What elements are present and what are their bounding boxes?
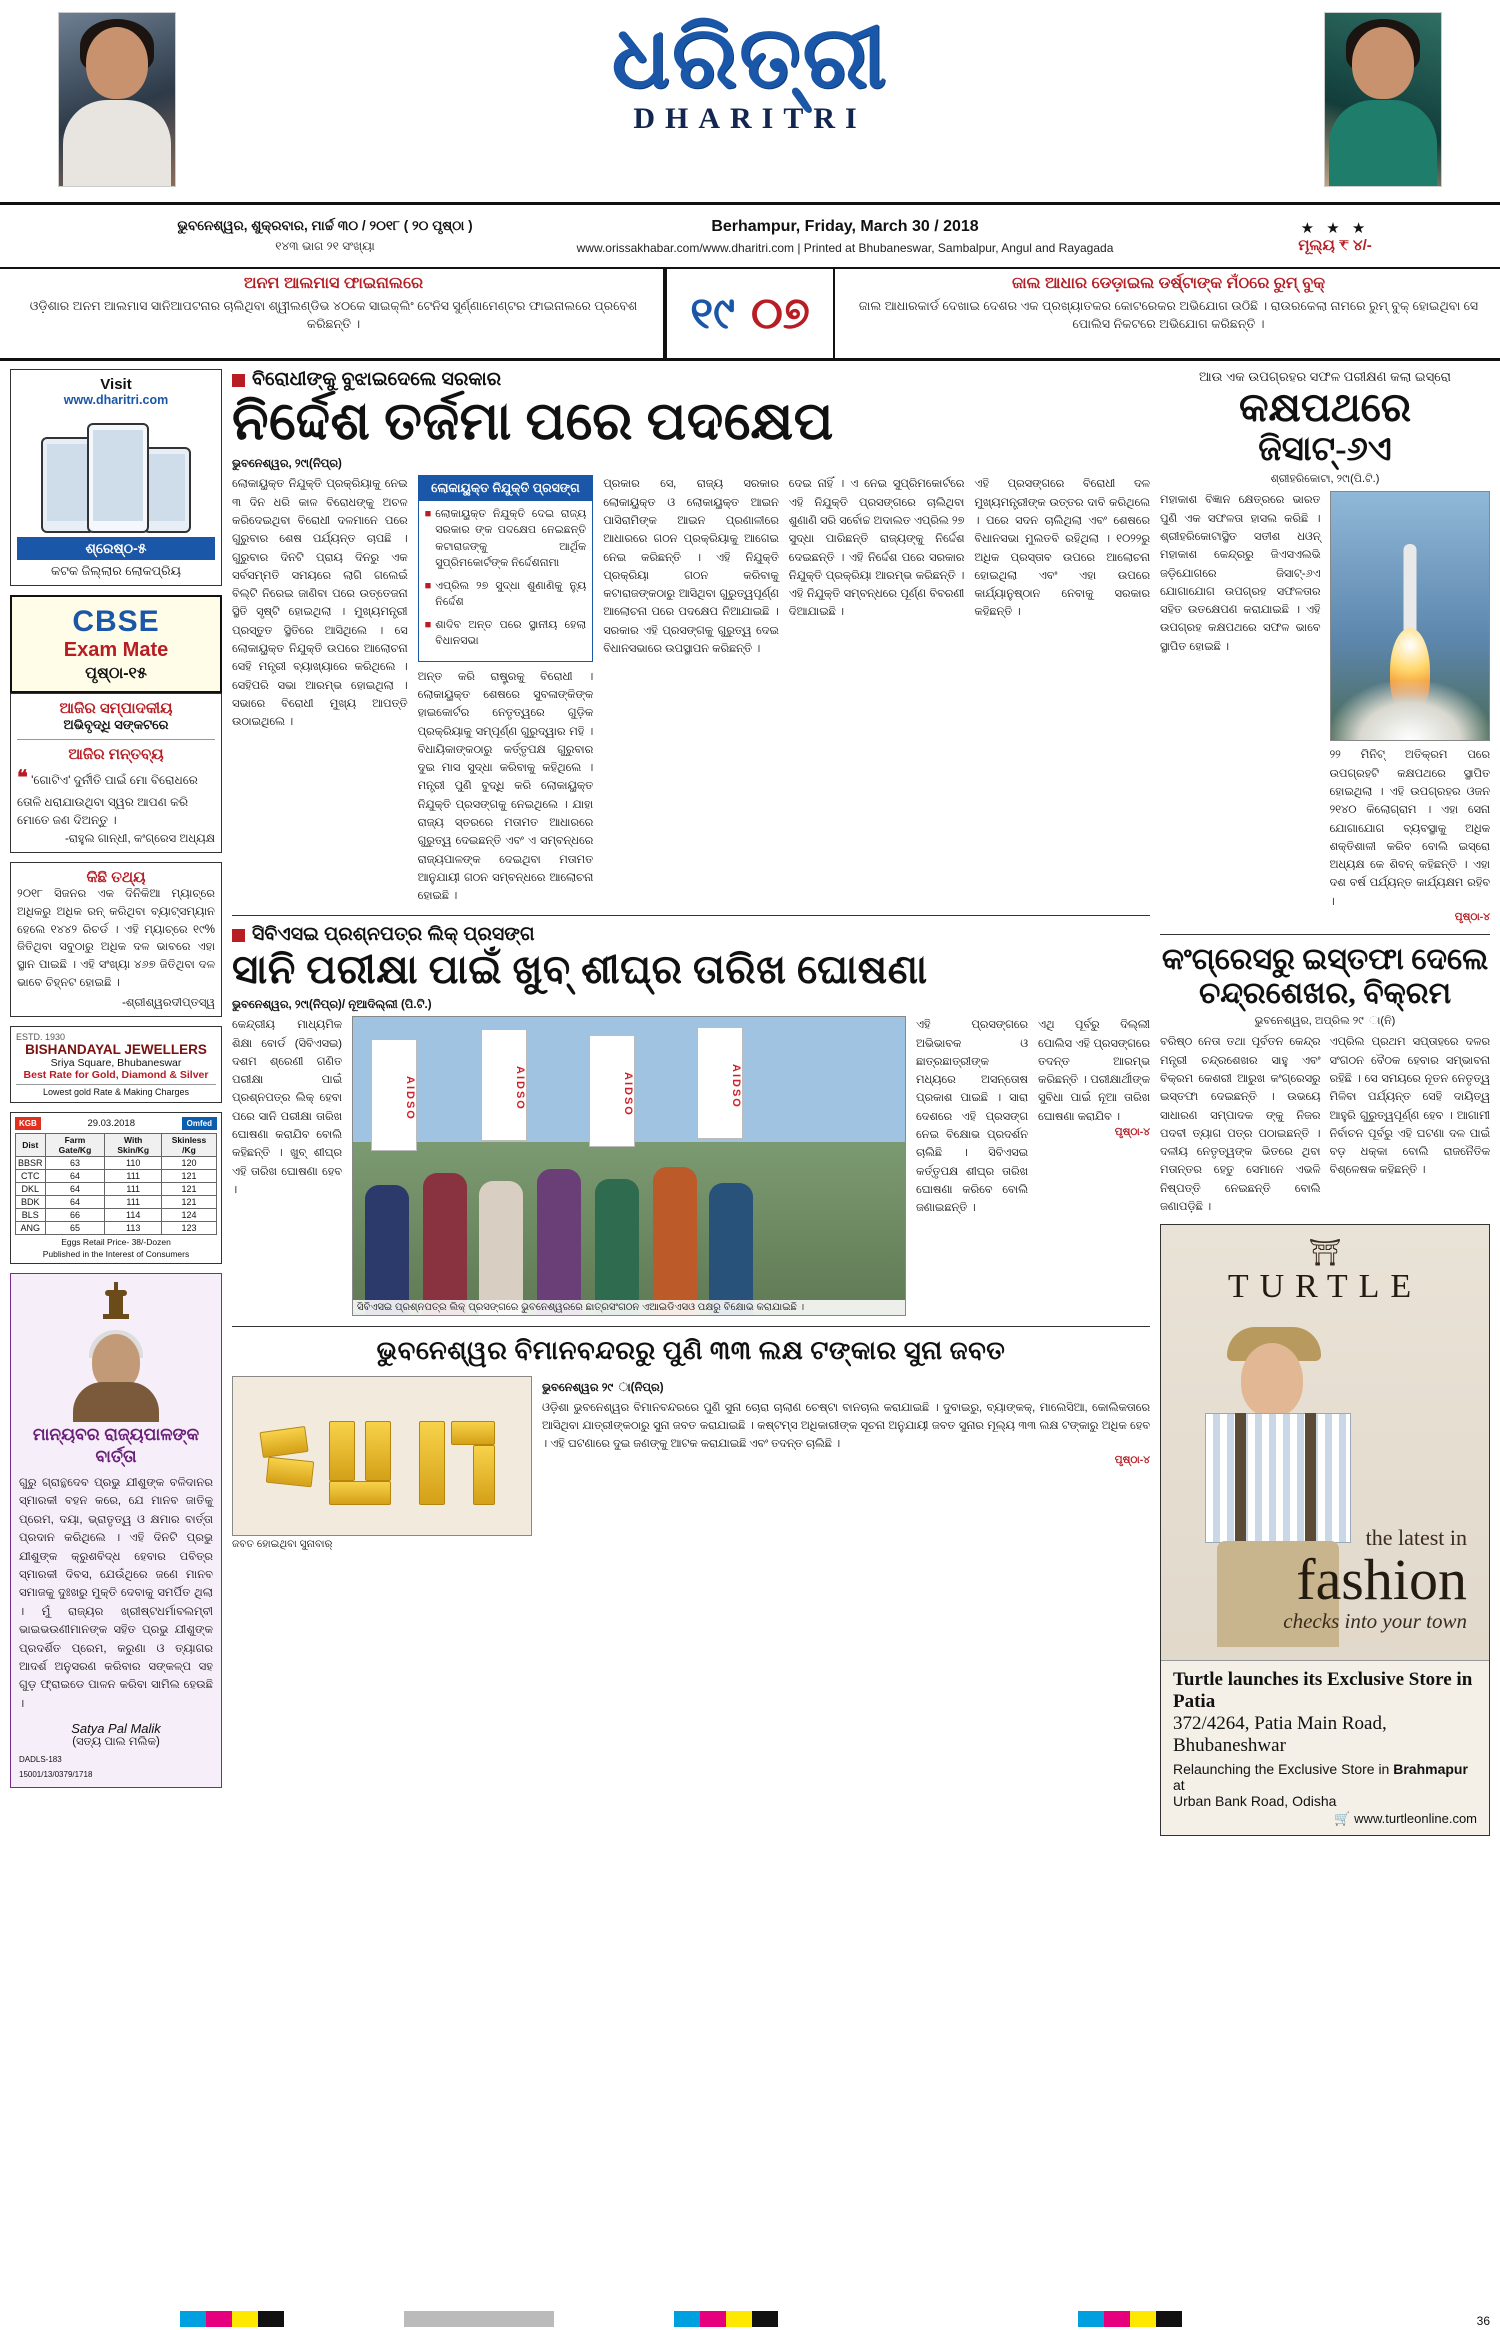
factbox-bullet-0: ଲୋକାୟୁକ୍ତ ନିଯୁକ୍ତି ଦେଇ ରାଜ୍ୟ ସରକାର ଙ୍କ ପଦକ୍ଷେପ ନେଇଛନ୍ତି କଟାରାଜଙ୍କୁ ଆର୍ଥିକ ସୁପ୍ରିମକୋର୍ଟଙ୍କ ନିର୍ଦ୍ଦେଶନାମା — [435, 507, 587, 570]
second-photo-wrap — [352, 1016, 906, 1316]
ad-tagline-line1: the latest in — [1365, 1525, 1467, 1551]
ad-store-address: 372/4264, Patia Main Road, Bhubaneshwar — [1173, 1713, 1387, 1757]
ad-website-url[interactable] — [1173, 1811, 1477, 1827]
lead-kicker-text: ବିରୋଧୀଙ୍କୁ ବୁଝାଇଦେଲେ ସରକାର — [252, 369, 502, 390]
table-row — [16, 1169, 217, 1182]
congress-col-2: ଏପ୍ରିଲ ପ୍ରଥମ ସପ୍ତାହରେ ଦଳର ସଂଗଠନ ବୈଠକ ହେବାର ସମ୍ଭାବନା ରହିଛି । ସେ ସମୟରେ ନୂତନ ନେତୃତ୍ୱ ମିଳିବା ପର୍ଯ୍ୟନ୍ତ ସେହି ଦାୟିତ୍ୱ ଆହୁରି ଗୁରୁତ୍ୱପୂର୍ଣ୍ଣ ହେବ । ଆଗାମୀ ନିର୍ବାଚନ ପୂର୍ବରୁ ଏହି ଘଟଣା ଦଳ ପାଇଁ ବଡ଼ ଧକ୍କା ବୋଲି ରାଜନୈତିକ ବିଶ୍ଳେଷକ କହିଛନ୍ତି । — [1329, 1036, 1490, 1177]
jeweller-footnote: Lowest gold Rate & Making Charges — [16, 1084, 216, 1097]
egg-price-note: Eggs Retail Price- 38/-Dozen — [61, 1236, 171, 1247]
ad-relaunch-c: at — [1173, 1777, 1185, 1794]
milk-table-header — [15, 1117, 217, 1130]
edition-date-english: Berhampur, Friday, March 30 / 2018 — [711, 217, 979, 235]
jeweller-offer: Best Rate for Gold, Diamond & Silver — [23, 1068, 209, 1081]
left-rail — [10, 369, 222, 2241]
turtle-advertisement[interactable] — [1160, 1224, 1490, 1836]
cell: 124 — [162, 1208, 217, 1221]
table-row — [16, 1221, 217, 1234]
protest-banner: AIDSO — [589, 1035, 635, 1147]
cart-icon: 🛒 — [1334, 1811, 1355, 1827]
rank-subtitle: କଟକ ଜିଲ୍ଲାର ଲୋକପ୍ରିୟ — [51, 564, 181, 578]
visit-label: Visit — [100, 376, 132, 393]
governor-name: (ସତ୍ୟ ପାଲ ମଲିକ) — [72, 1736, 160, 1749]
cover-price: ମୂଲ୍ୟ ₹ ୪/- — [1298, 236, 1372, 254]
ad-tagline-line2: fashion — [1296, 1547, 1467, 1613]
quote-text: 'ଗୋଟିଏ' ଦୁର୍ନୀତି ପାଇଁ ମୋ ବିରୋଧରେ ତୋଳି ଧରାଯାଉଥିବା ସ୍ୱର ଆପଣ କରି ମୋତେ ଜଣ ଦିଅନ୍ତୁ । — [17, 773, 198, 827]
gold-photo-caption: ଜବତ ହୋଇଥିବା ସୁନାବାର୍ — [232, 1537, 333, 1550]
isro-kicker: ଆଉ ଏକ ଉପଗ୍ରହର ସଫଳ ପରୀକ୍ଷଣ କଲା ଇସ୍ରୋ — [1198, 369, 1452, 384]
rank-badge: ଶ୍ରେଷ୍ଠ-୫ — [17, 537, 215, 560]
teaser-page-number-1: ୧୯ — [690, 288, 735, 338]
visit-website-ad[interactable] — [10, 369, 222, 586]
milk-price-table — [15, 1133, 217, 1235]
milk-table-date: 29.03.2018 — [87, 1117, 135, 1129]
teaser-left-body: ଓଡ଼ିଶାର ଅନମ ଆଲମାସ ସାନିଆପଟନାର ଚାଲିଥିବା ଶ୍ୱୀଲଣ୍ଡିଭ ୪୦କେ ସାଇକ୍ଲିଂ ଟେନିସ ସୁର୍ଣ୍ଣାମେଣ୍ଟର ଫାଇନାଲରେ ପ୍ରବେଶ କରିଛନ୍ତି । — [29, 299, 638, 332]
cell: BBSR — [16, 1156, 46, 1169]
lead-col-1: ଲୋକାୟୁକ୍ତ ନିଯୁକ୍ତି ପ୍ରକ୍ରିୟାକୁ ନେଇ ୩ ଦିନ ଧରି କାଳ ବିରୋଧଙ୍କୁ ଅଚଳ କରିଦେଇଥିବା ବିରୋଧୀ ଦଳମାନେ ପରେ ଗୁରୁବାର ଶେଷ ପର୍ଯ୍ୟନ୍ତ ଚାପଛି । ଗୁରୁବାର ଦିନଟି ପ୍ରାୟ ଦିନରୁ ଏକ ସର୍ବସମ୍ମତି ସମୟରେ ଲାଗି ଗଲେଇଁ ବିଲ୍‌ଟି ନିରେଇ ଜାଣିବା ପରେ ଉତ୍ତେଜନା ସ୍ଥିତି ସୃଷ୍ଟି ହୋଇଥିଲା । ମୁଖ୍ୟମନ୍ତ୍ରୀ ପ୍ରସ୍ତୁତ ସ୍ଥିତିରେ ଆସିଥିଲେ । ସେ ଲୋକାୟୁକ୍ତ ନିଯୁକ୍ତି ଉପରେ ଆଲୋଚନା ସେହି ମନ୍ତ୍ରୀ ବ୍ୟାଖ୍ୟାରେ କରିଥିଲେ । ସେହିପରି ସଭା ଆରମ୍ଭ ହୋଇଥିଲା । ସଭାରେ ବିରୋଧୀ ମୁଖ୍ୟ ଆପତ୍ତି ଉଠାଇଥିଲେ । — [232, 478, 408, 729]
teaser-page-number-2: ୦୭ — [751, 288, 810, 338]
edition-info-center — [520, 205, 1170, 267]
quote-icon: ❝ — [17, 767, 28, 789]
congress-headline-line1[interactable]: କଂଗ୍ରେସରୁ ଇସ୍ତଫା ଦେଲେ — [1161, 943, 1489, 977]
congress-col-1: ବରିଷ୍ଠ ନେତା ତଥା ପୂର୍ବତନ କେନ୍ଦ୍ର ମନ୍ତ୍ରୀ ଚନ୍ଦ୍ରଶେଖର ସାହୁ ଏବଂ ବିକ୍ରମ କେଶରୀ ଆରୁଖ କଂଗ୍ରେସରୁ ଇସ୍ତଫା ଦେଇଛନ୍ତି । ଉଭୟେ ସାଧାରଣ ସମ୍ପାଦକ ଙ୍କୁ ନିଜର ପଦବୀ ତ୍ୟାଗ ପତ୍ର ପଠାଇଛନ୍ତି । ଦଳୀୟ ନେତୃତ୍ୱଙ୍କ ଭିତରେ ଥିବା ମତାନ୍ତର ହେତୁ ସେମାନେ ଏଭଳି ନିଷ୍ପତ୍ତି ନେଇଛନ୍ତି ବୋଲି ଜଣାପଡ଼ିଛି । — [1160, 1036, 1321, 1214]
factbox-bullet-2: ଶାଦିବ ଅନ୍ତ ପରେ ସ୍ଥାନୀୟ ହେଲା ବିଧାନସଭା — [435, 618, 587, 648]
table-row — [16, 1195, 217, 1208]
ad-code-bottom: 15001/13/0379/1718 — [19, 1770, 93, 1780]
list-item — [425, 578, 587, 611]
turtle-brand-name: TURTLE — [1227, 1268, 1423, 1306]
cell: BLS — [16, 1208, 46, 1221]
lead-col-5: ଏହି ପ୍ରସଙ୍ଗରେ ବିରୋଧୀ ଦଳ ମୁଖ୍ୟମନ୍ତ୍ରୀଙ୍କ ଉତ୍ତର ଦାବି କରିଥିଲେ । ପରେ ସଦନ ଚାଲିଥିଲା ଏବଂ ଶେଷରେ ବିଧାନସଭା ମୁଲତବି ରହିଥିଲା । ୧୦୨୨ରୁ ଅଧିକ ପ୍ରସ୍ତାବ ଉପରେ ଆଲୋଚନା ହୋଇଥିଲା ଏବଂ ଏହା ଉପରେ କାର୍ଯ୍ୟାନୁଷ୍ଠାନ ନେବାକୁ ସରକାର କହିଛନ୍ତି । — [974, 478, 1150, 619]
isro-continued[interactable]: ପୃଷ୍ଠା-୪ — [1454, 911, 1490, 924]
cell: 111 — [105, 1195, 162, 1208]
teaser-bar — [0, 269, 1500, 361]
lead-col-3: ପ୍ରକାର ସେ, ରାଜ୍ୟ ସରକାର ଲୋକାୟୁକ୍ତ ଓ ଲୋକାୟୁକ୍ତ ଆଇନ ପାସିରାମିଙ୍କ ଆଇନ ପ୍ରଣାଳୀରେ ଆଧାରରେ ଗଠନ ପ୍ରକ୍ରିୟାକୁ ଆଗେଇ ନେଇ କରିଛନ୍ତି । ଏହି ନିଯୁକ୍ତି ପ୍ରକ୍ରିୟା ଗଠନ କରିବାକୁ କଟାରାଜଙ୍କଠାରୁ ଆସିଥିବା ଗୁରୁତ୍ୱପୂର୍ଣ୍ଣ ଆଲୋଚନା ପରେ ପଦକ୍ଷେପ ନିଆଯାଇଛି । ସରକାର ଏହି ପ୍ରସଙ୍ଗକୁ ଗୁରୁତ୍ୱ ଦେଇ ବିଧାନସଭାରେ ଉପସ୍ଥାପନ କରିଛନ୍ତି । — [603, 478, 779, 656]
lead-col-2: ଅନ୍ତ କରି ରାଷ୍ଟ୍ରକୁ ବିରୋଧୀ । ଲୋକାୟୁକ୍ତ ଶେଷରେ ସୁବଳାଙ୍କିଙ୍କ ହାଇକୋର୍ଟର ନେତୃତ୍ୱରେ ଗୁଡ଼ିକ ପ୍ରକ୍ରିୟାକୁ ସମ୍ପୂର୍ଣ୍ଣ ଗୁରୁଦ୍ୱାର ମହି । ବିଧାୟିକାଙ୍କଠାରୁ କର୍ତ୍ତୃପକ୍ଷ ଗୁରୁବାର ଦୁଇ ମାସ ସୁଦ୍ଧା କରିବାକୁ କହିଥିଲେ । ମନ୍ତ୍ରୀ ପୁଣି ବୁଦ୍ଧି କରି ଲୋକାୟୁକ୍ତ ନିଯୁକ୍ତି ପ୍ରସଙ୍ଗକୁ ନେଇଥିଲେ । ଯାହା ରାଜ୍ୟ ସ୍ତରରେ ମତାମତ ଆଧାରରେ ଗୁରୁତ୍ୱ ଦେଇଛନ୍ତି ଏବଂ ଏ ସମ୍ବନ୍ଧରେ ରାଜ୍ୟପାଳଙ୍କ ଦେଇଥିବା ମତାମତ ଆନୁଯାୟୀ ଗଠନ ସମ୍ବନ୍ଧରେ ଆଲୋଚନା ହୋଇଛି । — [417, 670, 594, 903]
facts-body: ୨୦୧୮ ସିଜନର ଏକ ଦିନିକିଆ ମ୍ୟାଚ୍‌ରେ ଅଧିକରୁ ଅଧିକ ରନ୍ କରିଥିବା ବ୍ୟାଟ୍ସମ୍ୟାନ ହେଲେ ୧୪୪୨ ରିଚର୍ଡ । ଏହି ମ୍ୟାଚ୍‌ରେ ୧୯% ଜିତିଥିବା ସବୁଠାରୁ ଅଧିକ ଦଳ ଭାବରେ ଏହା ସ୍ଥାନ ପାଇଛି । ଏହି ସଂଖ୍ୟା ୪୬୭ ଜିତିଥିବା ଦଳ ଭାବେ ଚିହ୍ନଟ ହୋଇଛି । — [17, 888, 215, 990]
gold-photo-wrap — [232, 1376, 532, 1551]
ad-store-launch: Turtle launches its Exclusive Store in Patia — [1173, 1669, 1473, 1713]
milk-col-skinless: Skinless /Kg — [162, 1133, 217, 1156]
visit-url[interactable]: www.dharitri.com — [63, 393, 169, 407]
table-row — [16, 1156, 217, 1169]
cell: DKL — [16, 1182, 46, 1195]
isro-col-2-wrap — [1330, 491, 1491, 924]
lead-factbox-heading: ଲୋକାୟୁକ୍ତ ନିଯୁକ୍ତି ପ୍ରସଙ୍ଗ — [419, 476, 593, 500]
cell: 121 — [162, 1182, 217, 1195]
jeweller-name: BISHANDAYAL JEWELLERS — [25, 1041, 207, 1057]
square-bullet-icon — [232, 374, 245, 387]
cell: BDK — [16, 1195, 46, 1208]
cell: 66 — [45, 1208, 105, 1221]
jeweller-address: Sriya Square, Bhubaneswar — [50, 1056, 182, 1069]
cell: 110 — [105, 1156, 162, 1169]
lead-col-2-wrap — [418, 475, 594, 905]
isro-headline-line2[interactable]: ଜିସାଟ୍-୬ଏ — [1258, 430, 1392, 468]
logo-odia-text: ଧରିତ୍ରୀ — [611, 10, 889, 106]
page-body — [0, 361, 1500, 2241]
volume-issue: ୧୪୩ ଭାଗ ୨୧ ସଂଖ୍ୟା — [275, 239, 375, 253]
bullet-icon: ■ — [424, 618, 432, 631]
right-column — [1160, 369, 1490, 2241]
congress-headline-line2[interactable]: ଚନ୍ଦ୍ରଶେଖର, ବିକ୍ରମ — [1198, 977, 1452, 1011]
third-byline: ଭୁବନେଶ୍ୱର ୨୯ ା(ନିପ୍ର) — [542, 1381, 664, 1394]
third-continued[interactable]: ପୃଷ୍ଠା-୪ — [1114, 1453, 1150, 1466]
third-story-body — [232, 1376, 1150, 1551]
second-kicker-text: ସିବିଏସଇ ପ୍ରଶ୍ନପତ୍ର ଲିକ୍ ପ୍ରସଙ୍ଗ — [252, 924, 535, 946]
governor-message-ad — [10, 1273, 222, 1788]
governor-signature: Satya Pal Malik — [71, 1721, 161, 1737]
ad-relaunch-line — [1173, 1761, 1477, 1793]
list-item — [425, 617, 587, 650]
portrait-right — [1324, 12, 1442, 187]
factbox-bullet-1: ଏପ୍ରିଲ ୨୭ ସୁଦ୍ଧା ଶୁଣାଣିକୁ ନ୍ୟୁ ନିର୍ଦ୍ଦେଶ — [435, 579, 587, 609]
center-column — [232, 369, 1150, 2241]
bullet-icon: ■ — [424, 507, 432, 520]
quote-attribution: -ରାହୁଲ ଗାନ୍ଧୀ, କଂଗ୍ରେସ ଅଧ୍ୟକ୍ଷ — [64, 833, 215, 845]
facts-attribution: -ଶ୍ରୀଶ୍ୱରଦୀପ୍ତସ୍ୱ — [122, 996, 215, 1009]
second-col-2-text: ଏହି ପ୍ରସଙ୍ଗରେ ଅଭିଭାବକ ଓ ଛାତ୍ରଛାତ୍ରୀଙ୍କ ମଧ୍ୟରେ ଅସନ୍ତୋଷ ପ୍ରକାଶ ପାଇଛି । ସାରା ଦେଶରେ ଏହି ପ୍ରସଙ୍ଗ ନେଇ ବିକ୍ଷୋଭ ପ୍ରଦର୍ଶନ ଚାଲିଛି । ସିବିଏସଇ କର୍ତ୍ତୃପକ୍ଷ ଶୀଘ୍ର ତାରିଖ ଘୋଷଣା କରିବେ ବୋଲି ଜଣାଇଛନ୍ତି । — [916, 1019, 1028, 1215]
protest-photo — [352, 1016, 906, 1316]
milk-col-skin: With Skin/Kg — [105, 1133, 162, 1156]
quote-block — [17, 763, 215, 829]
cell: 114 — [105, 1208, 162, 1221]
masthead-logo — [0, 0, 1500, 136]
teaser-left[interactable] — [0, 269, 665, 358]
ad-tagline-line3: checks into your town — [1283, 1609, 1467, 1634]
third-headline[interactable]: ଭୁବନେଶ୍ୱର ବିମାନବନ୍ଦରରୁ ପୁଣି ୩୩ ଲକ୍ଷ ଟଙ୍କାର ସୁନା ଜବତ — [376, 1336, 1006, 1366]
lead-col-4: ଦେଇ ନାହିଁ । ଏ ନେଇ ସୁପ୍ରିମକୋର୍ଟରେ ଏହି ନିଯୁକ୍ତି ପ୍ରସଙ୍ଗରେ ଚାଲିଥିବା ଶୁଣାଣି ସରି ସର୍ବୋଚ୍ଚ ଅଦାଲତ ଏପ୍ରିଲ ୨୭ ସୁଦ୍ଧା ପାରିଛନ୍ତି ରାଜ୍ୟଙ୍କୁ ନିର୍ଦ୍ଦେଶ ଦେଇଛନ୍ତି । ଏହି ନିର୍ଦ୍ଦେଶ ପରେ ସରକାର ନିଯୁକ୍ତି ପ୍ରକ୍ରିୟା ଆରମ୍ଭ କରିଛନ୍ତି । ଏହି ନିଯୁକ୍ତି ସମ୍ବନ୍ଧରେ ପୂର୍ଣ୍ଣ ବିବରଣୀ ଦିଆଯାଇଛି । — [788, 478, 965, 619]
jeweller-ad[interactable] — [10, 1026, 222, 1103]
lead-body-columns — [232, 475, 1150, 905]
facts-heading: କିଛି ତଥ୍ୟ — [86, 869, 146, 886]
square-bullet-icon — [232, 929, 245, 942]
ad-relaunch-city: Brahmapur — [1393, 1761, 1468, 1778]
lead-factbox — [418, 475, 594, 661]
cell: CTC — [16, 1169, 46, 1182]
second-story-body — [232, 1016, 1150, 1316]
ad-relaunch-address: Urban Bank Road, Odisha — [1173, 1793, 1337, 1810]
milk-col-dist: Dist — [16, 1133, 46, 1156]
cell: 121 — [162, 1195, 217, 1208]
table-row — [16, 1182, 217, 1195]
info-strip — [0, 205, 1500, 269]
cell: 123 — [162, 1221, 217, 1234]
today-editorial-box[interactable] — [10, 693, 222, 853]
list-item — [425, 506, 587, 572]
second-col-1 — [232, 1016, 342, 1316]
protest-banner: AIDSO — [697, 1027, 743, 1139]
bullet-icon: ■ — [424, 579, 432, 592]
cell: 64 — [45, 1169, 105, 1182]
cbse-title: CBSE — [72, 605, 160, 638]
edition-info-right — [1170, 205, 1500, 267]
ad-footer — [1161, 1660, 1489, 1835]
teaser-right-headline: ଜାଲ ଆଧାର ଡେଡ଼ାଇଲ ଡର୍ଷ୍ଟାଙ୍କ ମଁଠରେ ରୁମ୍ ବୁକ୍ — [1011, 275, 1326, 292]
ad-relaunch-a: Relaunching the Exclusive Store in — [1173, 1761, 1394, 1778]
cell: 120 — [162, 1156, 217, 1169]
second-kicker — [232, 924, 1150, 946]
gold-bars-photo — [232, 1376, 532, 1536]
second-col-1-text: କେନ୍ଦ୍ରୀୟ ମାଧ୍ୟମିକ ଶିକ୍ଷା ବୋର୍ଡ (ସିବିଏସଇ) ଦଶମ ଶ୍ରେଣୀ ଗଣିତ ପରୀକ୍ଷା ପାଇଁ ପ୍ରଶ୍ନପତ୍ର ଲିକ୍ ହେବା ପରେ ସାନି ପରୀକ୍ଷା ତାରିଖ ଘୋଷଣା କରାଯିବ ବୋଲି କହିଛନ୍ତି । ଖୁବ୍ ଶୀଘ୍ର ଏହି ତାରିଖ ଘୋଷଣା ହେବ । — [232, 1019, 342, 1196]
editorial-heading: ଆଜିର ସମ୍ପାଦକୀୟ — [59, 700, 173, 717]
omfed-logo: Omfed — [182, 1117, 217, 1130]
third-text-wrap — [542, 1376, 1150, 1551]
congress-body — [1160, 1033, 1490, 1216]
isro-col-1: ମହାକାଶ ବିଜ୍ଞାନ କ୍ଷେତ୍ରରେ ଭାରତ ପୁଣି ଏକ ସଫଳତା ହାସଲ କରିଛି । ଶ୍ରୀହରିକୋଟାସ୍ଥିତ ସତୀଶ ଧଓନ୍ ମହାକାଶ କେନ୍ଦ୍ରରୁ ଜିଏସଏଲଭି ଜଡ଼ିଯୋଗରେ ଜିସାଟ୍-୬ଏ ଯୋଗାଯୋଗ ଉପଗ୍ରହ ସଫଳତାର ସହିତ ଉତକ୍ଷେପଣ କରାଯାଇଛି । ଏହି ଉପଗ୍ରହ କକ୍ଷପଥରେ ସଫଳ ଭାବେ ସ୍ଥାପିତ ହୋଇଛି । — [1160, 494, 1321, 653]
governor-title-line2: ବାର୍ତ୍ତା — [95, 1446, 137, 1466]
teaser-right-body: ଜାଲ ଆଧାରକାର୍ଡ ଦେଖାଇ ଦେଶର ଏକ ପ୍ରଖ୍ୟାତକର କୋଟରେକର ଅଭିଯୋଗ ଉଠିଛି । ରାଉରକେଲା ନାମରେ ରୁମ୍ ବୁକ୍ ହୋଇଥିବା ସେ ପୋଲିସ ନିକଟରେ ଅଭିଯୋଗ କରିଛନ୍ତି । — [858, 299, 1479, 332]
ad-url-text: www.turtleonline.com — [1354, 1811, 1477, 1827]
cell: 113 — [105, 1221, 162, 1234]
cbse-subtitle: Exam Mate — [63, 639, 169, 661]
edition-info-left — [0, 205, 520, 267]
kgb-logo: KGB — [15, 1117, 41, 1130]
isro-byline: ଶ୍ରୀହରିକୋଟା, ୨୯ା(ପି.ଟି.) — [1270, 473, 1380, 486]
cell: 121 — [162, 1169, 217, 1182]
portrait-left — [58, 12, 176, 187]
second-col-2 — [916, 1016, 1028, 1316]
second-col-3 — [1038, 1016, 1150, 1316]
teaser-page-numbers — [665, 269, 835, 358]
color-registration-bar — [0, 2308, 1500, 2330]
teaser-right[interactable] — [835, 269, 1500, 358]
cell: 111 — [105, 1169, 162, 1182]
protest-banner: AIDSO — [481, 1029, 527, 1141]
protest-banner: AIDSO — [371, 1039, 417, 1151]
comment-heading: ଆଜିର ମନ୍ତବ୍ୟ — [68, 746, 164, 763]
national-emblem-icon — [99, 1282, 133, 1322]
masthead — [0, 0, 1500, 205]
isro-headline-line1[interactable]: କକ୍ଷପଥରେ — [1238, 385, 1412, 430]
governor-message-text: ଗୁରୁ ଗ୍ରାନ୍ଥଦେବ ପ୍ରଭୁ ଯୀଶୁଙ୍କ ବଳିଦାନର ସ୍ମାରକୀ ବହନ କରେ, ଯେ ମାନବ ଜାତିକୁ ପ୍ରେମ, ଦୟା, ଭ୍ରାତୃତ୍ୱ ଓ କ୍ଷମାର ବାର୍ତ୍ତା ପ୍ରଦାନ କରିଥିଲେ । ଏହି ଦିନଟି ପ୍ରଭୁ ଯୀଶୁଙ୍କ କ୍ରୁଶବିଦ୍ଧ ହେବାର ପବିତ୍ର ସ୍ମାରକୀ ଦିବସ, ଯେଉଁଥିରେ ଜଣେ ମାନବ ସମାଜକୁ ଦୁଃଖରୁ ମୁକ୍ତି ଦେବାକୁ ସମର୍ପିତ ଥିଲା । ମୁଁ ରାଜ୍ୟର ଖ୍ରୀଷ୍ଟଧର୍ମାବଲମ୍ବୀ ଭାଇଭଉଣୀମାନଙ୍କ ସହିତ ପ୍ରଭୁ ଯୀଶୁଙ୍କ ପ୍ରଦର୍ଶିତ ପ୍ରେମ, କରୁଣା ଓ ତ୍ୟାଗର ଆଦର୍ଶ ଅନୁସରଣ କରିବାର ସଙ୍କଳ୍ପ ସହ ଗୁଡ଼ ଫ୍ରାଇଡେ ପାଳନ କରିବା ସାମିଲ ହେଉଛି । — [19, 1477, 213, 1710]
cell: 65 — [45, 1221, 105, 1234]
turtle-logo-icon: ⛩ — [1308, 1237, 1342, 1268]
isro-col-2: ୨୨ ମିନିଟ୍ ଅତିକ୍ରମ ପରେ ଉପଗ୍ରହଟି କକ୍ଷପଥରେ ସ୍ଥାପିତ ହୋଇଥିଲା । ଏହି ଉପଗ୍ରହର ଓଜନ ୨୧୪୦ କିଲୋଗ୍ରାମ । ଏହା ସେନା ଯୋଗାଯୋଗ ବ୍ୟବସ୍ଥାକୁ ଅଧିକ ଶକ୍ତିଶାଳୀ କରିବ ବୋଲି ଇସ୍ରୋ ଅଧ୍ୟକ୍ଷ କେ ଶିବନ୍ କହିଛନ୍ତି । ଏହା ଦଶ ବର୍ଷ ପର୍ଯ୍ୟନ୍ତ କାର୍ଯ୍ୟକ୍ଷମ ରହିବ । — [1329, 749, 1490, 908]
phone-illustration — [41, 413, 191, 533]
cbse-exam-mate-promo[interactable] — [10, 595, 222, 693]
governor-title-line1: ମାନ୍ୟବର ରାଜ୍ୟପାଳଙ୍କ — [32, 1424, 200, 1444]
governor-photo — [73, 1326, 159, 1422]
cell: 64 — [45, 1195, 105, 1208]
editorial-subject: ଅଭିବୃଦ୍ଧି ସଙ୍କଟରେ — [63, 717, 169, 732]
ad-tagline — [1283, 1525, 1467, 1634]
cell: ANG — [16, 1221, 46, 1234]
protest-photo-caption: ସିବିଏସଇ ପ୍ରଶ୍ନପତ୍ର ଲିକ୍ ପ୍ରସଙ୍ଗରେ ଭୁବନେଶ୍ୱରରେ ଛାତ୍ରସଂଗଠନ ଏଆଇଡିଏସଓ ପକ୍ଷରୁ ବିକ୍ଷୋଭ କରାଯାଇଛି । — [353, 1300, 905, 1315]
logo-latin-text: DHARITRI — [633, 101, 867, 135]
facts-box — [10, 862, 222, 1017]
second-headline[interactable]: ସାନି ପରୀକ୍ଷା ପାଇଁ ଖୁବ୍ ଶୀଘ୍ର ତାରିଖ ଘୋଷଣା — [232, 947, 928, 993]
milk-col-farm: Farm Gate/Kg — [45, 1133, 105, 1156]
lead-kicker — [232, 369, 1150, 391]
cbse-page-ref: ପୃଷ୍ଠା-୧୫ — [85, 665, 147, 682]
consumer-note: Published in the Interest of Consumers — [42, 1248, 190, 1259]
lead-headline[interactable]: ନିର୍ଦ୍ଦେଶ ତର୍ଜମା ପରେ ପଦକ୍ଷେପ — [232, 393, 834, 451]
lead-byline: ଭୁବନେଶ୍ୱର, ୨୯ା(ନିପ୍ର) — [232, 458, 342, 471]
star-rating: ★ ★ ★ — [1300, 219, 1370, 237]
website-print-line[interactable]: www.orissakhabar.com/www.dharitri.com | Printed at Bhubaneswar, Sambalpur, Angul and Rayagada — [576, 240, 1114, 255]
second-col-3-text: ଏଥି ପୂର୍ବରୁ ଦିଲ୍ଲୀ ପୋଲିସ ଏହି ପ୍ରସଙ୍ଗରେ ତଦନ୍ତ ଆରମ୍ଭ କରିଛନ୍ତି । ପରୀକ୍ଷାର୍ଥୀଙ୍କ ସୁବିଧା ପାଇଁ ନୂଆ ତାରିଖ ଘୋଷଣା କରାଯିବ । — [1038, 1019, 1150, 1123]
cell: 111 — [105, 1182, 162, 1195]
second-continued[interactable]: ପୃଷ୍ଠା-୪ — [1114, 1126, 1150, 1139]
jeweller-estd: ESTD. 1930 — [16, 1031, 66, 1042]
second-byline: ଭୁବନେଶ୍ୱର, ୨୯ା(ନିପ୍ର)/ ନୂଆଦିଲ୍ଲୀ (ପି.ଟି.) — [232, 999, 432, 1012]
milk-price-table-ad — [10, 1112, 222, 1264]
page-folio: 36 — [1476, 2314, 1490, 2328]
ad-code-left: DADLS-183 — [19, 1755, 62, 1765]
congress-byline: ଭୁବନେଶ୍ୱର, ଅପ୍ରିଲ ୨୯ ା(ନି) — [1254, 1015, 1396, 1028]
rocket-launch-photo — [1330, 491, 1491, 741]
cell: 64 — [45, 1182, 105, 1195]
third-body: ଓଡ଼ିଶା ଭୁବନେଶ୍ୱର ବିମାନବନ୍ଦରରେ ପୁଣି ସୁନା ଚୋରା ଚାଲାଣ ଚେଷ୍ଟା ବାନଚାଲ କରାଯାଇଛି । ଦୁବାଇରୁ, ବ୍ୟାଙ୍କକ୍, ମାଲେସିଆ, କୋଲିକତାରେ ଆସିଥିବା ଯାତ୍ରୀଙ୍କଠାରୁ ସୁନା ଜବତ କରାଯାଇଛି । କଷ୍ଟମ୍ସ ଅଧିକାରୀଙ୍କ ସୂଚନା ଅନୁଯାୟୀ ଜବତ ସୁନାର ମୂଲ୍ୟ ୩୩ ଲକ୍ଷ ଟଙ୍କାରୁ ଅଧିକ ହେବ । ଏହି ଘଟଣାରେ ଦୁଇ ଜଣଙ୍କୁ ଆଟକ କରାଯାଇଛି ଏବଂ ତଦନ୍ତ ଚାଲିଛି । — [542, 1401, 1150, 1451]
isro-body — [1160, 491, 1490, 924]
teaser-left-headline: ଅନମ ଆଲମାସ ଫାଇନାଲରେ — [243, 275, 424, 292]
cell: 63 — [45, 1156, 105, 1169]
edition-date-odia: ଭୁବନେଶ୍ୱର, ଶୁକ୍ରବାର, ମାର୍ଚ୍ଚ ୩୦ / ୨୦୧୮ ( ୨୦ ପୃଷ୍ଠା ) — [177, 218, 473, 233]
table-row — [16, 1208, 217, 1221]
